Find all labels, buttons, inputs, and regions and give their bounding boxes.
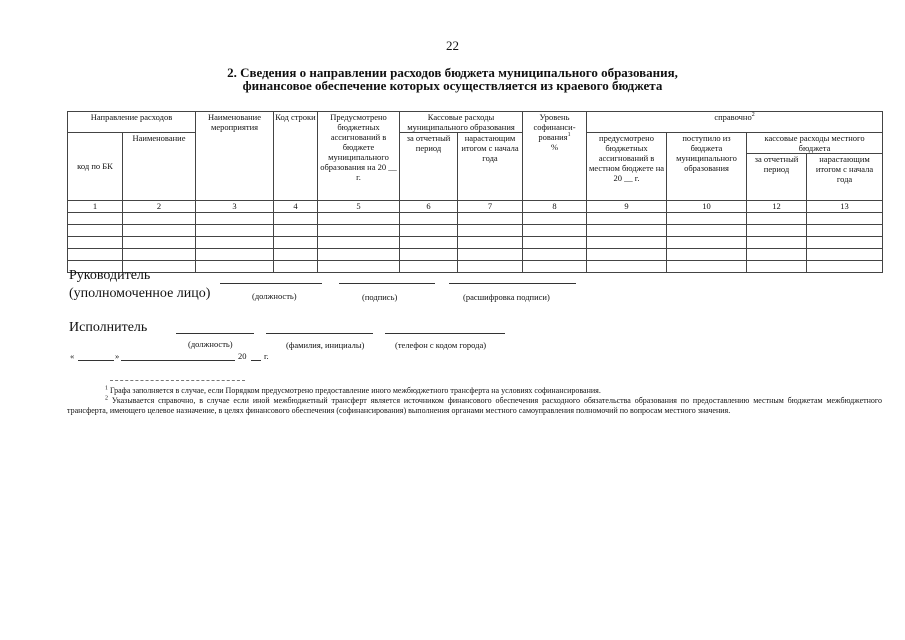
date-quote-open: « <box>70 351 75 361</box>
header-planned: Предусмотрено бюджетных ассигнований в бюджете муниципального образования на 20 __ г. <box>318 112 400 201</box>
form-title-line-2: финансовое обеспечение которых осуществляется из краевого бюджета <box>242 78 663 93</box>
date-quote-close: » <box>115 351 120 361</box>
header-cash-period: за отчетный период <box>400 133 458 201</box>
head-position-line <box>220 283 322 284</box>
head-signature-caption: (подпись) <box>362 292 398 302</box>
exec-phone-caption: (телефон с кодом города) <box>395 340 487 350</box>
head-decoding-caption: (расшифровка подписи) <box>463 292 550 302</box>
col-number: 13 <box>807 200 883 212</box>
date-suffix: г. <box>264 351 269 361</box>
table-row <box>68 212 883 224</box>
table-row <box>68 236 883 248</box>
col-number: 2 <box>123 200 196 212</box>
header-cash-total: нарастающим итогом с начала года <box>458 133 523 201</box>
header-code-bk: код по БК <box>68 133 123 201</box>
col-number: 10 <box>667 200 747 212</box>
date-day-line <box>78 360 114 361</box>
date-year-line <box>251 360 261 361</box>
table-row <box>68 224 883 236</box>
header-reference <box>587 112 883 133</box>
table-row <box>68 248 883 260</box>
col-number: 6 <box>400 200 458 212</box>
header-ref-total: нарастающим итогом с начала года <box>807 154 883 201</box>
cofinancing-label: Уровень софинанси-рования <box>533 112 576 142</box>
page-number: 22 <box>446 38 459 53</box>
header-ref-planned: предусмотрено бюджетных ассигнований в местном бюджете на 20 __ г. <box>587 133 667 201</box>
col-number: 5 <box>318 200 400 212</box>
col-number: 1 <box>68 200 123 212</box>
percent-sign: % <box>550 142 559 152</box>
head-label: Руководитель <box>69 268 151 283</box>
col-number: 9 <box>587 200 667 212</box>
header-ref-period: за отчетный период <box>747 154 807 201</box>
col-number: 8 <box>523 200 587 212</box>
exec-name-line <box>266 333 373 334</box>
col-number: 7 <box>458 200 523 212</box>
header-ref-received: поступило из бюджета муниципального образования <box>667 133 747 201</box>
head-decoding-line <box>449 283 576 284</box>
header-cofinancing-level <box>523 112 587 201</box>
header-name: Наименование <box>123 133 196 154</box>
date-month-line <box>121 360 235 361</box>
footnote-2: $^2$ Указывается справочно, в случае если иной межбюджетный трансферт является источником финансового обеспечения расходного обязательства образования по предоставлению местным бюджетам межбюджетного трансферта, имеющего целевое назначение, в целях финансового обеспечения (софинансирования) выполнения органами местного самоуправления полномочий по вопросам местного значения. <box>67 395 883 415</box>
footnote-ref-1: 1 <box>567 132 571 139</box>
date-year: 20 <box>238 351 247 361</box>
footnote-ref-2: 2 <box>751 112 755 119</box>
header-cash: Кассовые расходы муниципального образования <box>400 112 523 133</box>
footnote-separator <box>110 380 245 381</box>
exec-position-caption: (должность) <box>188 339 233 349</box>
footnotes <box>67 386 882 416</box>
footnote-1: $^1$ Графа заполняется в случае, если Порядком предусмотрено предоставление иного межбюджетного трансферта на условиях софинансирования. <box>105 385 601 395</box>
head-label-authorized: (уполномоченное лицо) <box>69 286 211 301</box>
head-signature-line <box>339 283 435 284</box>
reference-label: справочно <box>714 112 752 122</box>
form-title-line-1: 2. Сведения о направлении расходов бюджета муниципального образования, <box>227 65 678 80</box>
table-row <box>68 260 883 272</box>
head-position-caption: (должность) <box>252 291 297 301</box>
col-number: 12 <box>747 200 807 212</box>
header-event-name: Наименование мероприятия <box>196 112 274 201</box>
exec-name-caption: (фамилия, инициалы) <box>286 340 365 350</box>
col-number: 3 <box>196 200 274 212</box>
header-ref-local-cash: кассовые расходы местного бюджета <box>747 133 883 154</box>
expense-report-table <box>67 111 883 273</box>
col-number: 4 <box>274 200 318 212</box>
exec-phone-line <box>385 333 505 334</box>
exec-position-line <box>176 333 254 334</box>
executor-label: Исполнитель <box>69 320 148 335</box>
header-row-code: Код строки <box>274 112 318 201</box>
header-direction: Направление расходов <box>68 112 196 133</box>
header-name-cont <box>123 154 196 201</box>
